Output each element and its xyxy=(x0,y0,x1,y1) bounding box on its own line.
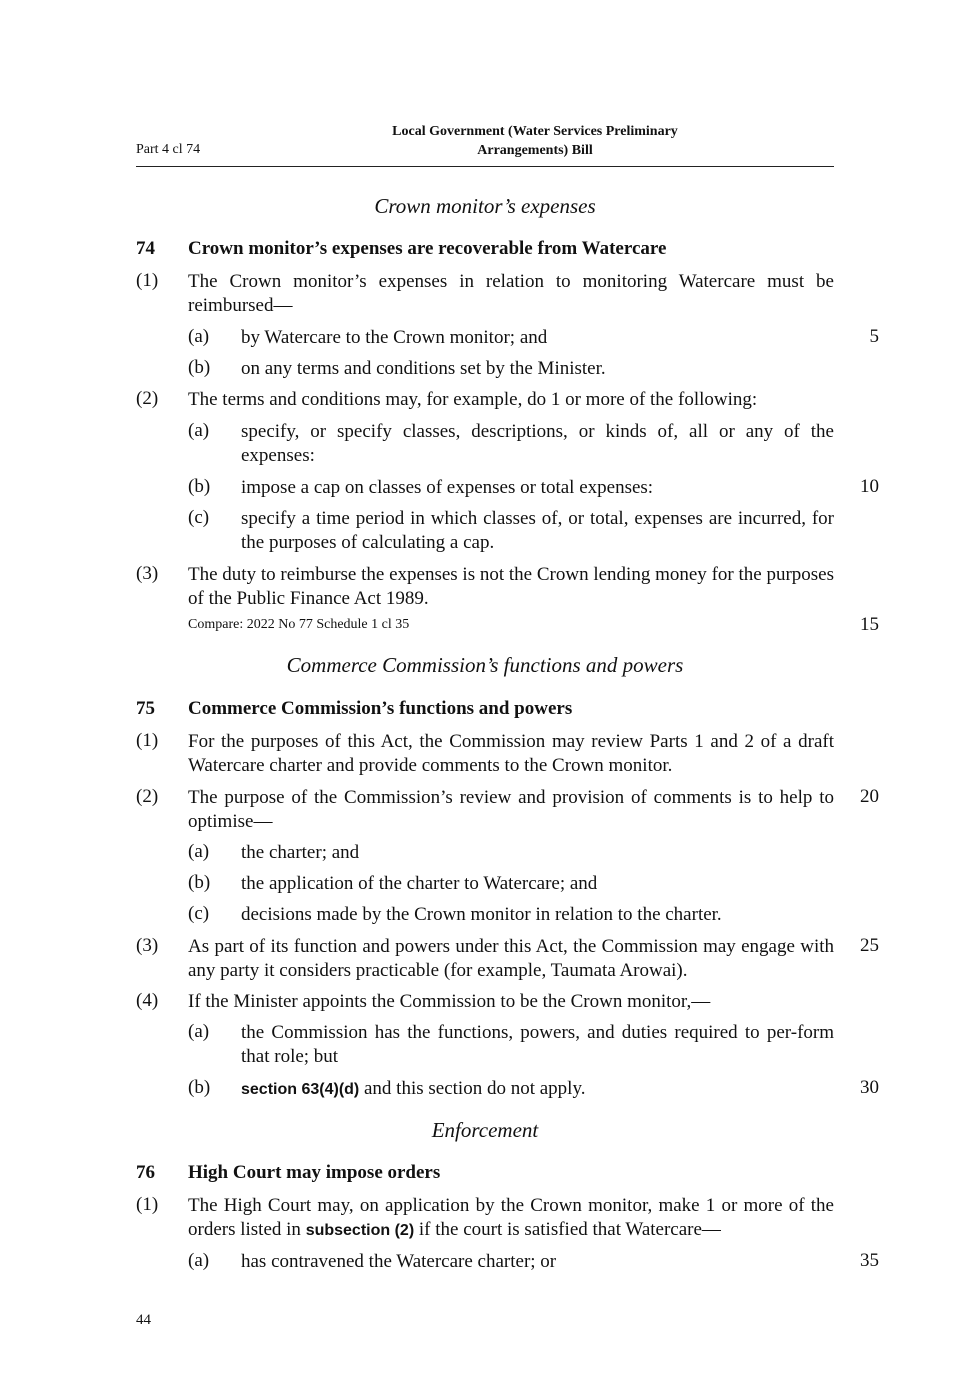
line-number-25: 25 xyxy=(860,935,879,956)
s74-1-text: The Crown monitor’s expenses in relation to monitoring Watercare must be reimbursed— xyxy=(188,271,834,316)
s75-2-a-text: the charter; and xyxy=(241,842,360,863)
s74-1-b-number: (b) xyxy=(188,357,211,378)
s74-2-c-text: specify a time period in which classes of, or total, expenses are incurred, for the purposes of calculating a cap. xyxy=(241,508,834,553)
bill-title-line2: Arrangements) Bill xyxy=(477,143,593,158)
bill-title-line1: Local Government (Water Services Preliminary xyxy=(392,124,678,139)
s74-3-number: (3) xyxy=(136,563,159,584)
s75-2-b-number: (b) xyxy=(188,872,211,893)
s75-3-number: (3) xyxy=(136,935,159,956)
s75-1-text: For the purposes of this Act, the Commission may review Parts 1 and 2 of a draft Watercare charter and provide comments to the Crown monitor. xyxy=(188,731,834,776)
s75-2-b-text: the application of the charter to Watercare; and xyxy=(241,873,598,894)
line-number-5: 5 xyxy=(869,326,879,347)
cross-heading-enforcement: Enforcement xyxy=(431,1118,539,1142)
s74-2-b-text: impose a cap on classes of expenses or total expenses: xyxy=(241,477,654,498)
s75-4-number: (4) xyxy=(136,990,159,1011)
subsection-2-reference[interactable]: subsection (2) xyxy=(305,1222,415,1239)
s74-2-a-text: specify, or specify classes, descriptions, or kinds of, all or any of the expenses: xyxy=(241,421,834,466)
s74-2-text: The terms and conditions may, for example, do 1 or more of the following: xyxy=(188,389,758,410)
s74-2-c-number: (c) xyxy=(188,507,210,528)
s74-2-number: (2) xyxy=(136,388,159,409)
section-75-title: Commerce Commission’s functions and powers xyxy=(188,698,573,719)
s75-3-text: As part of its function and powers under this Act, the Commission may engage with any party it considers practicable (for example, Taumata Arowai). xyxy=(188,936,834,981)
s75-2-text: The purpose of the Commission’s review and provision of comments is to help to optimise— xyxy=(188,787,834,832)
line-number-20: 20 xyxy=(860,786,879,807)
section-74-title: Crown monitor’s expenses are recoverable from Watercare xyxy=(188,238,667,259)
section-76-number: 76 xyxy=(136,1162,155,1183)
s76-1-text-before: The High Court may, on application by the Crown monitor, make 1 or more of the orders listed in xyxy=(188,1195,834,1240)
s74-3-text: The duty to reimburse the expenses is not the Crown lending money for the purposes of the Public Finance Act 1989. xyxy=(188,564,834,609)
s74-1-a-text: by Watercare to the Crown monitor; and xyxy=(241,327,548,348)
s74-1-a-number: (a) xyxy=(188,326,210,347)
cross-heading-commerce-commission: Commerce Commission’s functions and powers xyxy=(286,653,684,677)
s76-1-a-number: (a) xyxy=(188,1250,210,1271)
s75-4-text: If the Minister appoints the Commission to be the Crown monitor,— xyxy=(188,991,711,1012)
s74-1-b-text: on any terms and conditions set by the Minister. xyxy=(241,358,606,379)
section-75-number: 75 xyxy=(136,698,155,719)
part-reference: Part 4 cl 74 xyxy=(136,142,201,157)
s75-2-number: (2) xyxy=(136,786,159,807)
s75-2-c-text: decisions made by the Crown monitor in relation to the charter. xyxy=(241,904,722,925)
s75-4-b-number: (b) xyxy=(188,1077,211,1098)
s75-4-b-text xyxy=(241,1077,834,1102)
s75-4-b-text-after: and this section do not apply. xyxy=(359,1078,586,1099)
page-header xyxy=(136,118,834,167)
s76-1-text-after: if the court is satisfied that Watercare— xyxy=(414,1219,721,1240)
s75-4-a-text: the Commission has the functions, powers, and duties required to per-form that role; but xyxy=(241,1022,834,1067)
line-number-35: 35 xyxy=(860,1250,879,1271)
s74-2-b-number: (b) xyxy=(188,476,211,497)
line-number-30: 30 xyxy=(860,1077,879,1098)
s76-1-a-text: has contravened the Watercare charter; or xyxy=(241,1251,557,1272)
section-76-title: High Court may impose orders xyxy=(188,1162,441,1183)
line-number-10: 10 xyxy=(860,476,879,497)
s75-2-a-number: (a) xyxy=(188,841,210,862)
s75-2-c-number: (c) xyxy=(188,903,210,924)
bill-title xyxy=(236,122,834,160)
line-number-15: 15 xyxy=(860,614,879,635)
section-63-4-d-reference[interactable]: section 63(4)(d) xyxy=(241,1081,360,1098)
s74-1-number: (1) xyxy=(136,270,159,291)
page-number: 44 xyxy=(136,1312,151,1328)
s76-1-number: (1) xyxy=(136,1194,159,1215)
s75-1-number: (1) xyxy=(136,730,159,751)
s76-1-text xyxy=(188,1194,834,1243)
s75-4-a-number: (a) xyxy=(188,1021,210,1042)
section-74-number: 74 xyxy=(136,238,155,259)
s74-2-a-number: (a) xyxy=(188,420,210,441)
compare-note: Compare: 2022 No 77 Schedule 1 cl 35 xyxy=(188,617,410,632)
cross-heading-crown-monitor-expenses: Crown monitor’s expenses xyxy=(374,194,596,218)
